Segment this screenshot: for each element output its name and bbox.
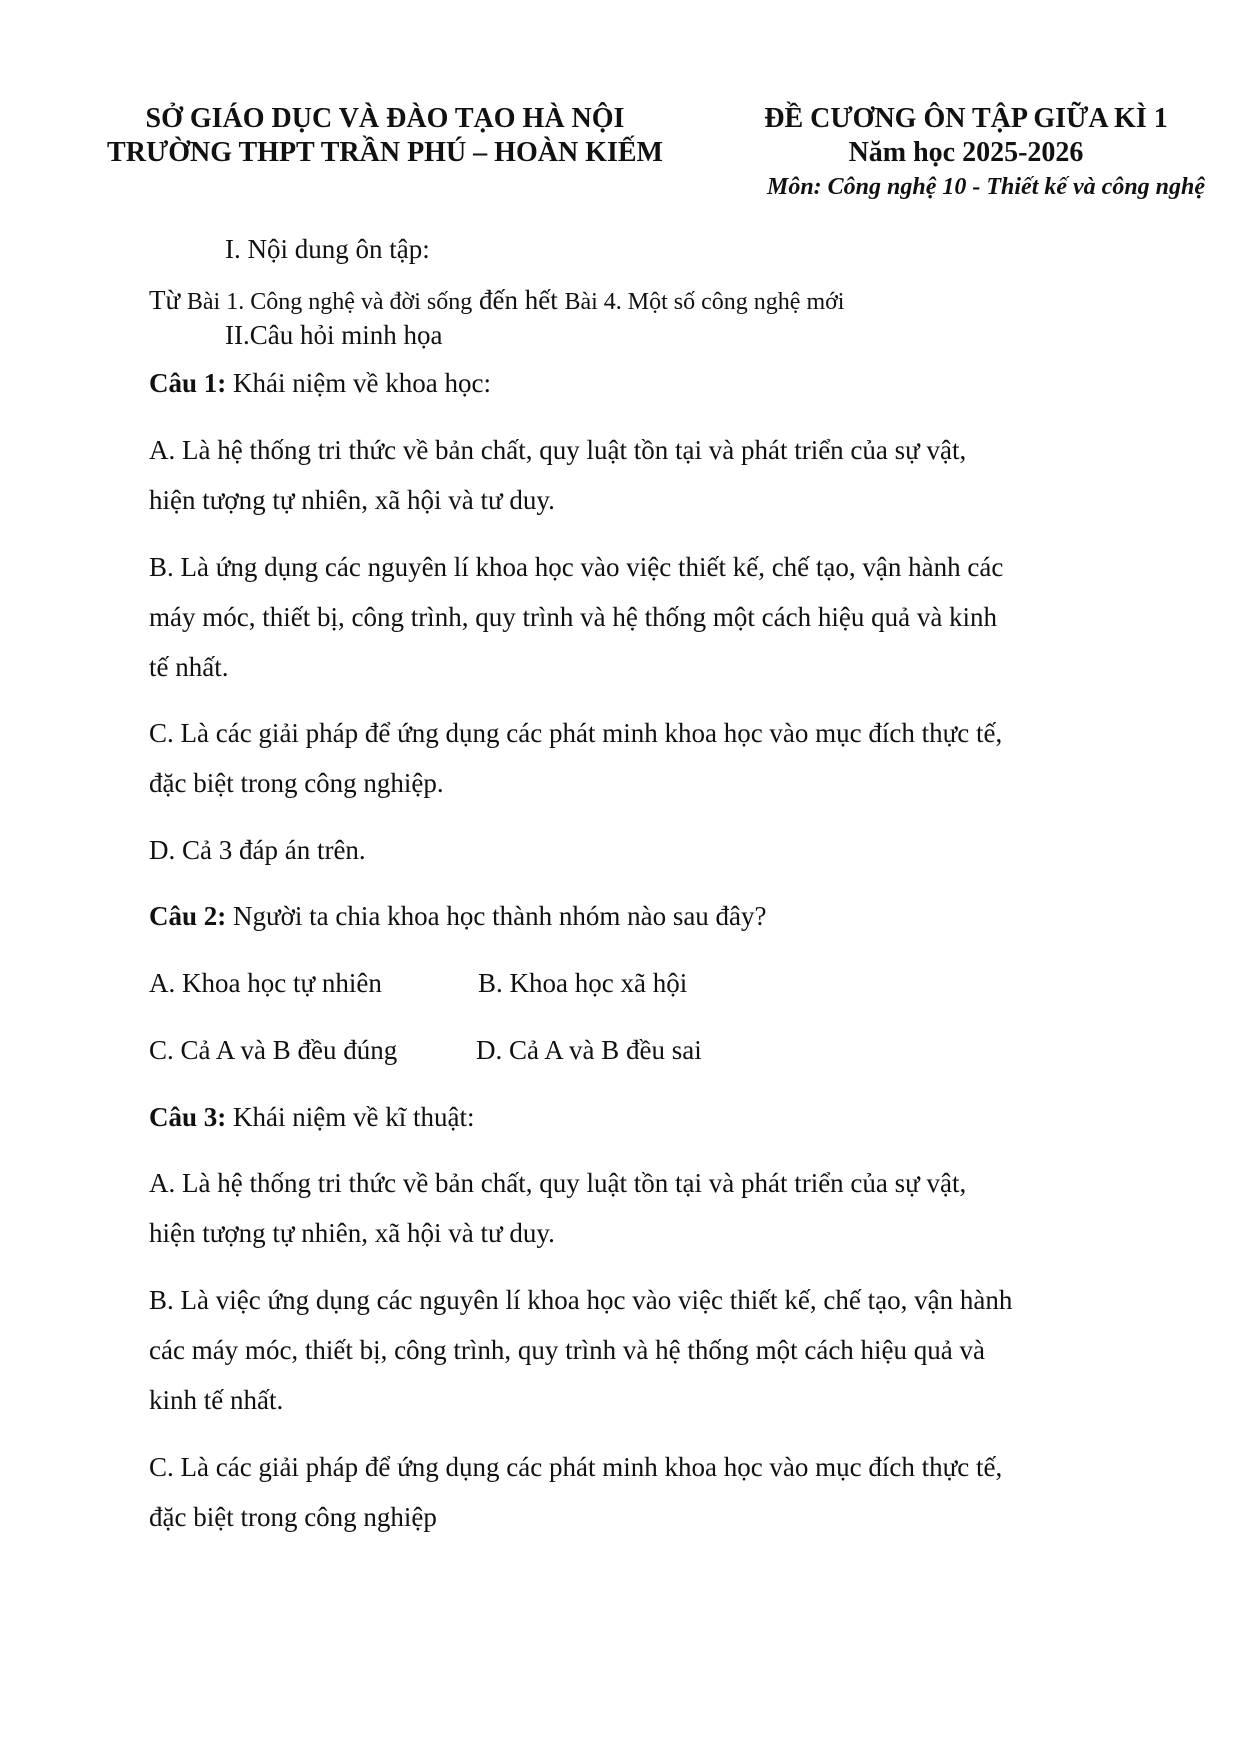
q3-option-b-line2: các máy móc, thiết bị, công trình, quy trình và hệ thống một cách hiệu quả và: [149, 1335, 986, 1365]
department-name: SỞ GIÁO DỤC VÀ ĐÀO TẠO HÀ NỘI: [145, 103, 625, 134]
question-label: Câu 2:: [149, 901, 227, 931]
question-label: Câu 3:: [149, 1102, 227, 1132]
q1-option-d: D. Cả 3 đáp án trên.: [149, 835, 366, 865]
subject-line: Môn: Công nghệ 10 - Thiết kế và công nghệ: [766, 174, 1206, 200]
q2-option-a: A. Khoa học tự nhiên: [149, 968, 382, 998]
q1-option-c-line1: C. Là các giải pháp để ứng dụng các phát minh khoa học vào mục đích thực tế,: [149, 718, 1003, 748]
question-text: Người ta chia khoa học thành nhóm nào sau đây?: [226, 901, 767, 931]
exam-header: [712, 102, 1220, 202]
question-1: [149, 366, 491, 400]
q3-option-b-line1: B. Là việc ứng dụng các nguyên lí khoa học vào việc thiết kế, chế tạo, vận hành: [149, 1285, 1013, 1315]
q1-option-b-line3: tế nhất.: [149, 652, 229, 682]
q1-option-c-line2: đặc biệt trong công nghiệp.: [149, 768, 444, 798]
q3-option-a-line2: hiện tượng tự nhiên, xã hội và tư duy.: [149, 1218, 555, 1248]
document-title: ĐỀ CƯƠNG ÔN TẬP GIỮA KÌ 1: [764, 103, 1168, 134]
q3-option-c-line1: C. Là các giải pháp để ứng dụng các phát minh khoa học vào mục đích thực tế,: [149, 1452, 1003, 1482]
question-text: Khái niệm về khoa học:: [226, 368, 491, 398]
question-3: [149, 1100, 474, 1134]
school-header: [60, 102, 710, 170]
q1-option-a-line1: A. Là hệ thống tri thức về bản chất, quy luật tồn tại và phát triển của sự vật,: [149, 435, 967, 465]
school-name: TRƯỜNG THPT TRẦN PHÚ – HOÀN KIẾM: [107, 137, 663, 168]
q1-option-a-line2: hiện tượng tự nhiên, xã hội và tư duy.: [149, 485, 555, 515]
q1-option-b-line1: B. Là ứng dụng các nguyên lí khoa học vào việc thiết kế, chế tạo, vận hành các: [149, 552, 1004, 582]
question-label: Câu 1:: [149, 368, 227, 398]
q2-option-c: C. Cả A và B đều đúng: [149, 1035, 398, 1065]
q2-option-b: B. Khoa học xã hội: [478, 968, 688, 998]
q3-option-a-line1: A. Là hệ thống tri thức về bản chất, quy luật tồn tại và phát triển của sự vật,: [149, 1168, 967, 1198]
section-2-title: II.Câu hỏi minh họa: [225, 320, 443, 350]
section-1-title: I. Nội dung ôn tập:: [225, 234, 430, 264]
q3-option-b-line3: kinh tế nhất.: [149, 1385, 284, 1415]
review-range: Từ Bài 1. Công nghệ và đời sống đến hết Bài 4. Một số công nghệ mới: [149, 285, 845, 315]
question-2: [149, 899, 767, 933]
q2-option-d: D. Cả A và B đều sai: [476, 1035, 702, 1065]
q3-option-c-line2: đặc biệt trong công nghiệp: [149, 1502, 437, 1532]
q1-option-b-line2: máy móc, thiết bị, công trình, quy trình và hệ thống một cách hiệu quả và kinh: [149, 602, 998, 632]
question-text: Khái niệm về kĩ thuật:: [226, 1102, 475, 1132]
school-year: Năm học 2025-2026: [848, 137, 1084, 168]
